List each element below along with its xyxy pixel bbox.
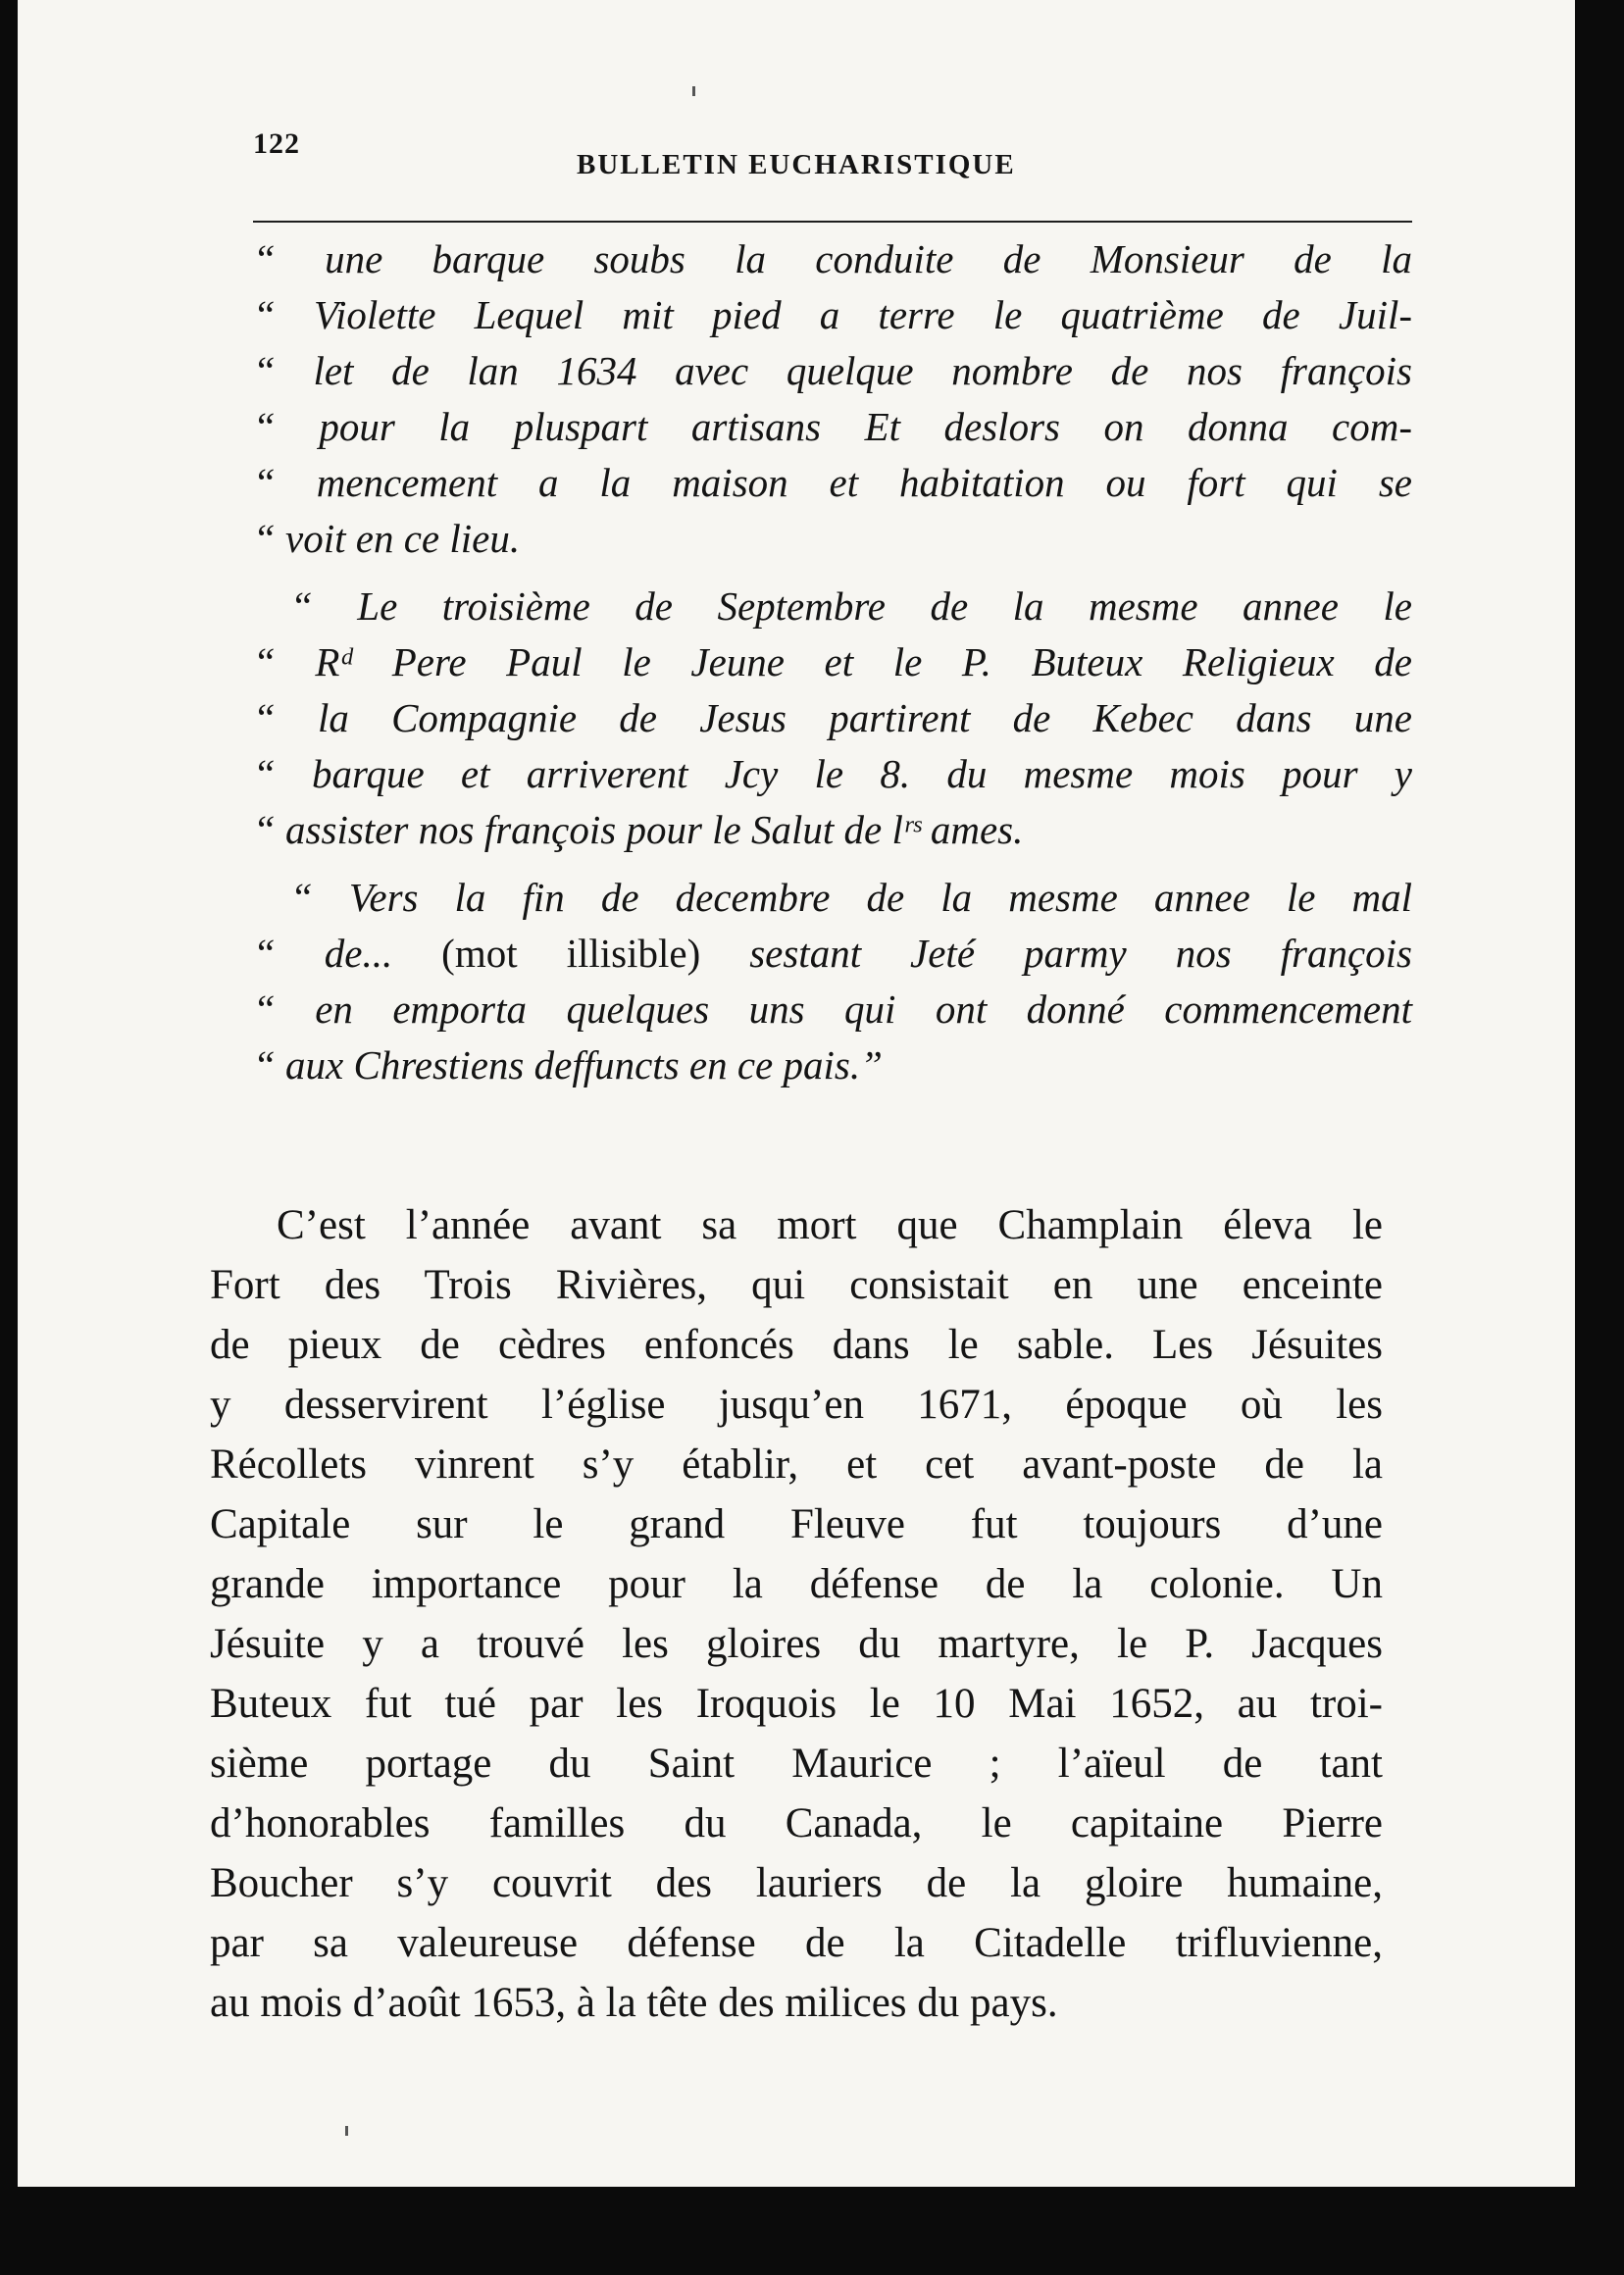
body-line: Capitale sur le grand Fleuve fut toujours d’une bbox=[210, 1501, 1383, 1547]
quote-line: “ Vers la fin de decembre de la mesme annee le mal bbox=[290, 875, 1412, 920]
body-line: Récollets vinrent s’y établir, et cet avant-poste de la bbox=[210, 1441, 1383, 1488]
body-line: Jésuite y a trouvé les gloires du martyre, le P. Jacques bbox=[210, 1621, 1383, 1667]
body-line: au mois d’août 1653, à la tête des milices du pays. bbox=[210, 1980, 1058, 2026]
quote-paragraph-3 bbox=[253, 870, 1412, 1093]
header-rule bbox=[253, 221, 1412, 223]
scan-speck bbox=[345, 2126, 348, 2136]
body-line: d’honorables familles du Canada, le capitaine Pierre bbox=[210, 1800, 1383, 1846]
body-line: par sa valeureuse défense de la Citadelle trifluvienne, bbox=[210, 1920, 1383, 1966]
body-line: C’est l’année avant sa mort que Champlain éleva le bbox=[277, 1202, 1383, 1248]
quote-line: “ la Compagnie de Jesus partirent de Kebec dans une bbox=[253, 695, 1412, 740]
body-line: grande importance pour la défense de la colonie. Un bbox=[210, 1561, 1383, 1607]
body-line: de pieux de cèdres enfoncés dans le sable. Les Jésuites bbox=[210, 1322, 1383, 1368]
quote-line bbox=[253, 926, 1412, 982]
body-line: Buteux fut tué par les Iroquois le 10 Mai 1652, au troi- bbox=[210, 1681, 1383, 1727]
body-paragraph bbox=[210, 1195, 1383, 2033]
scan-speck bbox=[692, 86, 695, 96]
body-line: sième portage du Saint Maurice ; l’aïeul de tant bbox=[210, 1741, 1383, 1787]
quote-paragraph-1 bbox=[253, 231, 1412, 567]
quote-line: “ Violette Lequel mit pied a terre le quatrième de Juil- bbox=[253, 292, 1412, 337]
quote-line: “ barque et arriverent Jcy le 8. du mesme mois pour y bbox=[253, 751, 1412, 796]
quote-line: “ mencement a la maison et habitation ou fort qui se bbox=[253, 460, 1412, 505]
quote-line: “ aux Chrestiens deffuncts en ce pais.” bbox=[253, 1042, 883, 1087]
quote-fragment: sestant Jeté parmy nos françois bbox=[749, 931, 1413, 976]
quote-line: “ Le troisième de Septembre de la mesme annee le bbox=[290, 583, 1412, 629]
quote-line: “ une barque soubs la conduite de Monsieur de la bbox=[253, 236, 1412, 281]
page-header bbox=[253, 127, 1412, 186]
scan-right-edge bbox=[1575, 0, 1624, 2275]
running-title: BULLETIN EUCHARISTIQUE bbox=[577, 149, 1016, 180]
body-line: Fort des Trois Rivières, qui consistait en une enceinte bbox=[210, 1262, 1383, 1308]
quote-line: “ Rᵈ Pere Paul le Jeune et le P. Buteux Religieux de bbox=[253, 639, 1412, 684]
quote-line: “ en emporta quelques uns qui ont donné commencement bbox=[253, 986, 1412, 1032]
quoted-passage bbox=[253, 231, 1412, 1105]
page-number: 122 bbox=[253, 127, 300, 160]
quote-paragraph-2 bbox=[253, 579, 1412, 858]
quote-line: “ pour la pluspart artisans Et deslors on donna com- bbox=[253, 404, 1412, 449]
scan-bottom-edge bbox=[0, 2187, 1624, 2275]
quote-line: “ assister nos françois pour le Salut de lʳˢ ames. bbox=[253, 807, 1024, 852]
quote-line: “ voit en ce lieu. bbox=[253, 516, 521, 561]
body-line: y desservirent l’église jusqu’en 1671, époque où les bbox=[210, 1382, 1383, 1428]
quote-fragment: “ de... bbox=[253, 931, 393, 976]
editorial-note: (mot illisible) bbox=[392, 931, 750, 976]
quote-line: “ let de lan 1634 avec quelque nombre de nos françois bbox=[253, 348, 1412, 393]
body-line: Boucher s’y couvrit des lauriers de la gloire humaine, bbox=[210, 1860, 1383, 1906]
